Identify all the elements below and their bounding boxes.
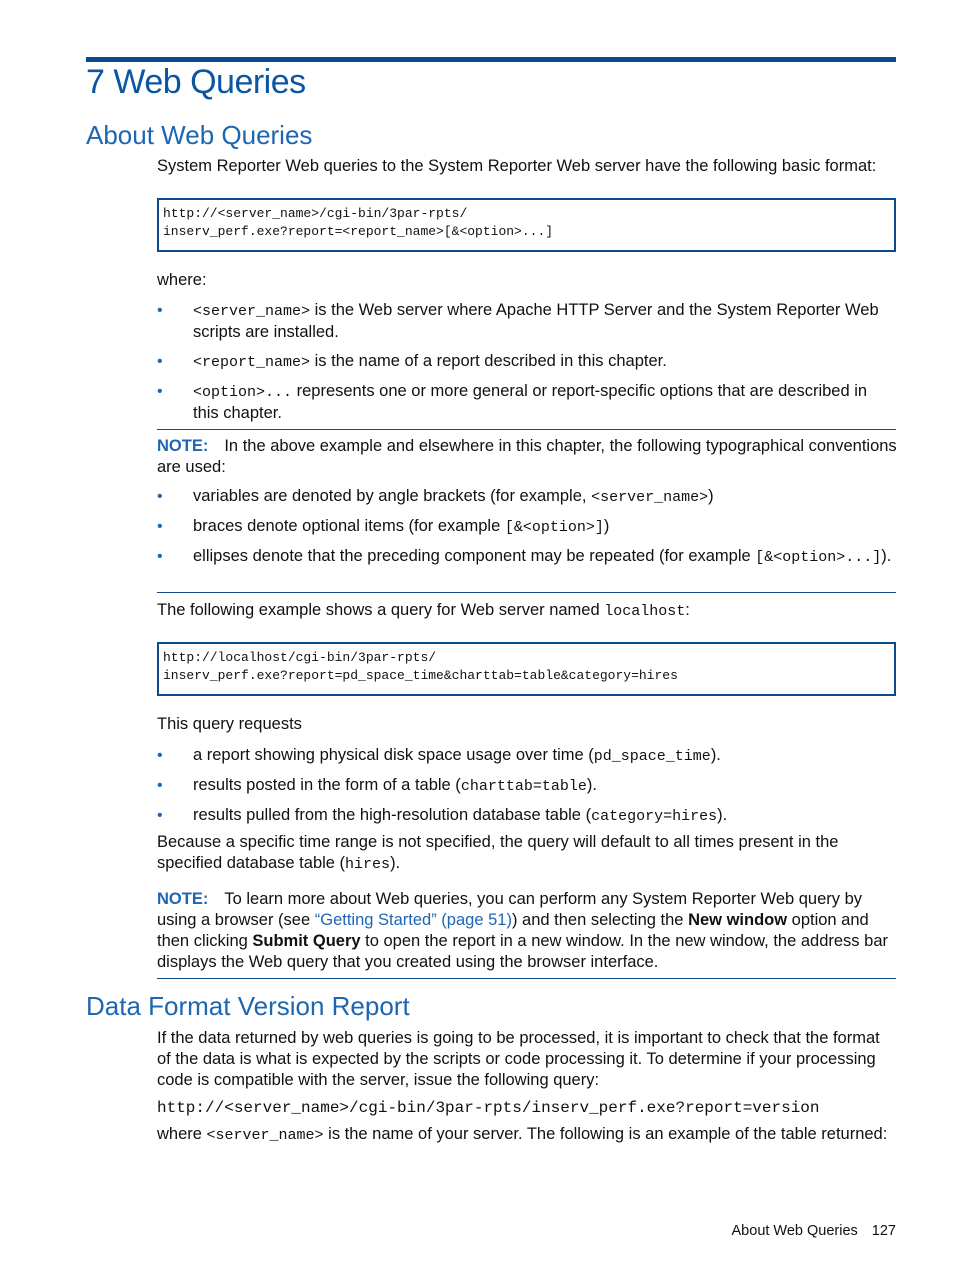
bullet-icon: • [157, 807, 163, 824]
note-label: NOTE: [157, 890, 209, 908]
example-intro: The following example shows a query for Web server named localhost: [157, 601, 690, 620]
requests-label: This query requests [157, 715, 302, 733]
where-server-paragraph: where <server_name> is the name of your server. The following is an example of the table returned: [157, 1125, 888, 1144]
bullet-icon: • [157, 353, 163, 370]
code-line: http://localhost/cgi-bin/3par-rpts/ [163, 650, 437, 665]
getting-started-link[interactable]: “Getting Started” (page 51) [314, 911, 512, 929]
list-item: • <option>... represents one or more general or report-specific options that are described in this chapter. [157, 382, 868, 422]
code-block-example [157, 642, 896, 696]
note-rule [157, 592, 896, 593]
list-item: • <report_name> is the name of a report described in this chapter. [157, 352, 667, 371]
list-item: • a report showing physical disk space usage over time (pd_space_time). [157, 746, 721, 765]
note-box-learn-more: NOTE: To learn more about Web queries, you can perform any System Reporter Web query by using a browser (see “Getting Started” (page 51)) and then selecting the New window option and then clicking Submit Query to open the report in a new window. In the new window, the address bar displays the Web query that you created using the browser interface. [157, 890, 888, 971]
bullet-icon: • [157, 777, 163, 794]
note-label: NOTE: [157, 437, 209, 455]
list-item: • <server_name> is the Web server where Apache HTTP Server and the System Reporter Web scripts are installed. [157, 301, 879, 341]
footer-section: About Web Queries [731, 1223, 858, 1239]
note-box-conventions: NOTE: In the above example and elsewhere in this chapter, the following typographical conventions are used: [157, 437, 897, 476]
section-heading-about: About Web Queries [86, 120, 313, 150]
bullet-icon: • [157, 302, 163, 319]
conventions-list [157, 486, 897, 568]
requests-list [157, 745, 897, 827]
list-item: • ellipses denote that the preceding component may be repeated (for example [&<option>...]). [157, 547, 892, 566]
version-query: http://<server_name>/cgi-bin/3par-rpts/inserv_perf.exe?report=version [157, 1099, 820, 1117]
code-line: inserv_perf.exe?report=<report_name>[&<option>...] [163, 224, 554, 239]
note-rule [157, 978, 896, 979]
code-line: http://<server_name>/cgi-bin/3par-rpts/ [163, 206, 468, 221]
page-number: 127 [871, 1223, 896, 1239]
list-item: • variables are denoted by angle brackets (for example, <server_name>) [157, 487, 714, 506]
intro-paragraph: System Reporter Web queries to the System Reporter Web server have the following basic format: [157, 157, 877, 175]
where-list [157, 300, 897, 424]
bullet-icon: • [157, 747, 163, 764]
code-block-format [157, 198, 896, 252]
bullet-icon: • [157, 383, 163, 400]
where-label: where: [157, 271, 207, 289]
page-footer [732, 1223, 896, 1239]
bullet-icon: • [157, 488, 163, 505]
chapter-title: 7 Web Queries [86, 63, 306, 101]
code-line: inserv_perf.exe?report=pd_space_time&charttab=table&category=hires [163, 668, 678, 683]
list-item: • results pulled from the high-resolution database table (category=hires). [157, 806, 728, 825]
bullet-icon: • [157, 548, 163, 565]
bullet-icon: • [157, 518, 163, 535]
because-paragraph: Because a specific time range is not specified, the query will default to all times present in the specified database table (hires). [157, 833, 839, 873]
chapter-rule [86, 57, 896, 62]
note-rule [157, 429, 896, 430]
section-heading-data-format: Data Format Version Report [86, 991, 410, 1021]
list-item: • results posted in the form of a table (charttab=table). [157, 776, 597, 795]
data-format-paragraph: If the data returned by web queries is going to be processed, it is important to check that the format of the data is what is expected by the scripts or code processing it. To determine if your processing code is compatible with the server, issue the following query: [157, 1029, 880, 1089]
list-item: • braces denote optional items (for example [&<option>]) [157, 517, 610, 536]
